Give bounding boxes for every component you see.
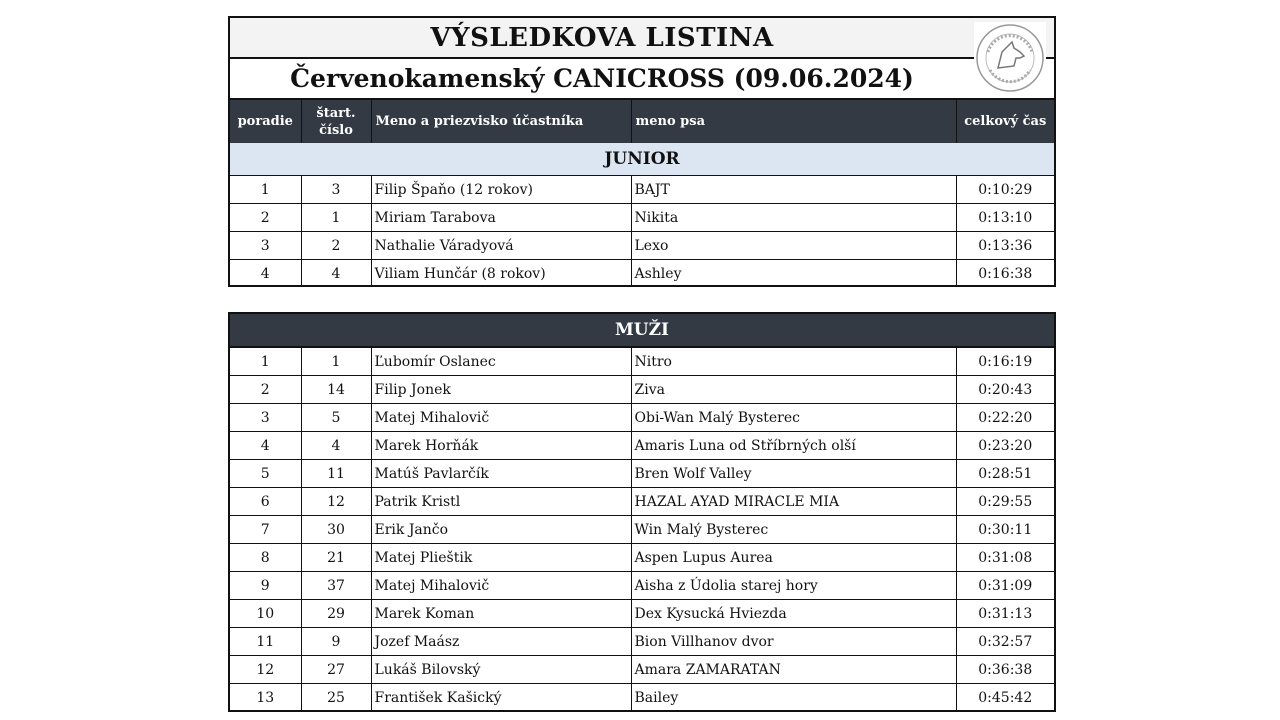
- col-header-start: [301, 100, 371, 143]
- category-row-muzi: [230, 314, 1054, 347]
- result-row: [230, 628, 1054, 656]
- participant-name-cell: Ľubomír Oslanec: [371, 347, 631, 376]
- total-time-cell: 0:10:29: [956, 176, 1054, 204]
- rank-cell: 6: [230, 488, 301, 516]
- start-number-cell: 11: [301, 460, 371, 488]
- participant-name-cell: Miriam Tarabova: [371, 204, 631, 232]
- dog-name-cell: Nitro: [631, 347, 956, 376]
- participant-name-cell: Jozef Maász: [371, 628, 631, 656]
- dog-name-cell: Win Malý Bysterec: [631, 516, 956, 544]
- start-number-cell: 4: [301, 432, 371, 460]
- rank-cell: 13: [230, 684, 301, 712]
- dog-name-cell: Bion Villhanov dvor: [631, 628, 956, 656]
- start-number-cell: 29: [301, 600, 371, 628]
- total-time-cell: 0:29:55: [956, 488, 1054, 516]
- total-time-cell: 0:32:57: [956, 628, 1054, 656]
- dog-name-cell: Amaris Luna od Stříbrných olší: [631, 432, 956, 460]
- rank-cell: 2: [230, 376, 301, 404]
- start-number-cell: 12: [301, 488, 371, 516]
- start-number-cell: 14: [301, 376, 371, 404]
- column-header-row: [230, 100, 1054, 143]
- total-time-cell: 0:31:09: [956, 572, 1054, 600]
- participant-name-cell: Erik Jančo: [371, 516, 631, 544]
- rank-cell: 3: [230, 232, 301, 260]
- page-title-text: VÝSLEDKOVA LISTINA: [430, 22, 774, 53]
- rank-cell: 3: [230, 404, 301, 432]
- result-row: [230, 600, 1054, 628]
- col-header-dog: meno psa: [631, 100, 956, 143]
- col-header-start-line1: štart.: [316, 105, 356, 121]
- participant-name-cell: František Kašický: [371, 684, 631, 712]
- participant-name-cell: Matej Mihalovič: [371, 404, 631, 432]
- results-table-junior: [228, 16, 1056, 287]
- result-row: [230, 460, 1054, 488]
- total-time-cell: 0:30:11: [956, 516, 1054, 544]
- participant-name-cell: Patrik Kristl: [371, 488, 631, 516]
- result-row: [230, 488, 1054, 516]
- category-title-muzi: MUŽI: [230, 314, 1054, 347]
- dog-name-cell: Aspen Lupus Aurea: [631, 544, 956, 572]
- dog-name-cell: Bailey: [631, 684, 956, 712]
- col-header-time: celkový čas: [956, 100, 1054, 143]
- start-number-cell: 4: [301, 260, 371, 288]
- category-title-junior: JUNIOR: [230, 143, 1054, 176]
- start-number-cell: 27: [301, 656, 371, 684]
- result-row: [230, 347, 1054, 376]
- start-number-cell: 30: [301, 516, 371, 544]
- result-row: [230, 376, 1054, 404]
- rank-cell: 7: [230, 516, 301, 544]
- club-logo: [974, 22, 1046, 94]
- total-time-cell: 0:36:38: [956, 656, 1054, 684]
- dog-name-cell: HAZAL AYAD MIRACLE MIA: [631, 488, 956, 516]
- rank-cell: 4: [230, 432, 301, 460]
- participant-name-cell: Nathalie Váradyová: [371, 232, 631, 260]
- result-row: [230, 204, 1054, 232]
- result-row: [230, 260, 1054, 288]
- start-number-cell: 5: [301, 404, 371, 432]
- total-time-cell: 0:28:51: [956, 460, 1054, 488]
- start-number-cell: 25: [301, 684, 371, 712]
- rank-cell: 12: [230, 656, 301, 684]
- start-number-cell: 1: [301, 204, 371, 232]
- total-time-cell: 0:31:13: [956, 600, 1054, 628]
- participant-name-cell: Marek Koman: [371, 600, 631, 628]
- participant-name-cell: Matej Plieštik: [371, 544, 631, 572]
- participant-name-cell: Lukáš Bilovský: [371, 656, 631, 684]
- rank-cell: 11: [230, 628, 301, 656]
- rank-cell: 4: [230, 260, 301, 288]
- start-number-cell: 3: [301, 176, 371, 204]
- dog-name-cell: Bren Wolf Valley: [631, 460, 956, 488]
- rank-cell: 2: [230, 204, 301, 232]
- rank-cell: 1: [230, 347, 301, 376]
- result-row: [230, 432, 1054, 460]
- participant-name-cell: Matúš Pavlarčík: [371, 460, 631, 488]
- start-number-cell: 1: [301, 347, 371, 376]
- result-row: [230, 544, 1054, 572]
- participant-name-cell: Filip Jonek: [371, 376, 631, 404]
- participant-name-cell: Matej Mihalovič: [371, 572, 631, 600]
- rank-cell: 5: [230, 460, 301, 488]
- start-number-cell: 2: [301, 232, 371, 260]
- participant-name-cell: Viliam Hunčár (8 rokov): [371, 260, 631, 288]
- rank-cell: 9: [230, 572, 301, 600]
- total-time-cell: 0:16:19: [956, 347, 1054, 376]
- start-number-cell: 37: [301, 572, 371, 600]
- total-time-cell: 0:45:42: [978, 689, 1033, 706]
- total-time-cell: 0:31:08: [956, 544, 1054, 572]
- dog-name-cell: Ashley: [631, 260, 956, 288]
- total-time-cell: 0:13:10: [956, 204, 1054, 232]
- junior-table: [230, 100, 1054, 287]
- result-row: [230, 404, 1054, 432]
- result-row: [230, 516, 1054, 544]
- start-number-cell: 21: [301, 544, 371, 572]
- rank-cell: 1: [230, 176, 301, 204]
- dog-name-cell: Aisha z Údolia starej hory: [631, 572, 956, 600]
- total-time-cell: 0:23:20: [956, 432, 1054, 460]
- dog-name-cell: Nikita: [631, 204, 956, 232]
- result-row: [230, 176, 1054, 204]
- muzi-table: [230, 314, 1054, 711]
- total-time-cell: 0:22:20: [956, 404, 1054, 432]
- total-time-cell: 0:16:38: [978, 265, 1033, 282]
- participant-name-cell: Filip Špaňo (12 rokov): [371, 176, 631, 204]
- participant-name-cell: Marek Horňák: [371, 432, 631, 460]
- rank-cell: 8: [230, 544, 301, 572]
- page-title: [230, 18, 1054, 59]
- col-header-start-line2: číslo: [319, 122, 353, 138]
- event-title: [230, 59, 1054, 100]
- result-row: [230, 684, 1054, 712]
- col-header-rank: poradie: [230, 100, 301, 143]
- dog-name-cell: Ziva: [631, 376, 956, 404]
- start-number-cell: 9: [301, 628, 371, 656]
- dog-name-cell: BAJT: [631, 176, 956, 204]
- dog-name-cell: Amara ZAMARATAN: [631, 656, 956, 684]
- result-row: [230, 232, 1054, 260]
- rank-cell: 10: [230, 600, 301, 628]
- dog-name-cell: Obi-Wan Malý Bysterec: [631, 404, 956, 432]
- total-time-cell: 0:13:36: [956, 232, 1054, 260]
- result-row: [230, 572, 1054, 600]
- category-row-junior: [230, 143, 1054, 176]
- event-title-text: Červenokamenský CANICROSS (09.06.2024): [290, 64, 914, 93]
- col-header-name: Meno a priezvisko účastníka: [371, 100, 631, 143]
- result-row: [230, 656, 1054, 684]
- dog-name-cell: Lexo: [631, 232, 956, 260]
- results-table-muzi: [228, 312, 1056, 712]
- total-time-cell: 0:20:43: [956, 376, 1054, 404]
- dog-name-cell: Dex Kysucká Hviezda: [631, 600, 956, 628]
